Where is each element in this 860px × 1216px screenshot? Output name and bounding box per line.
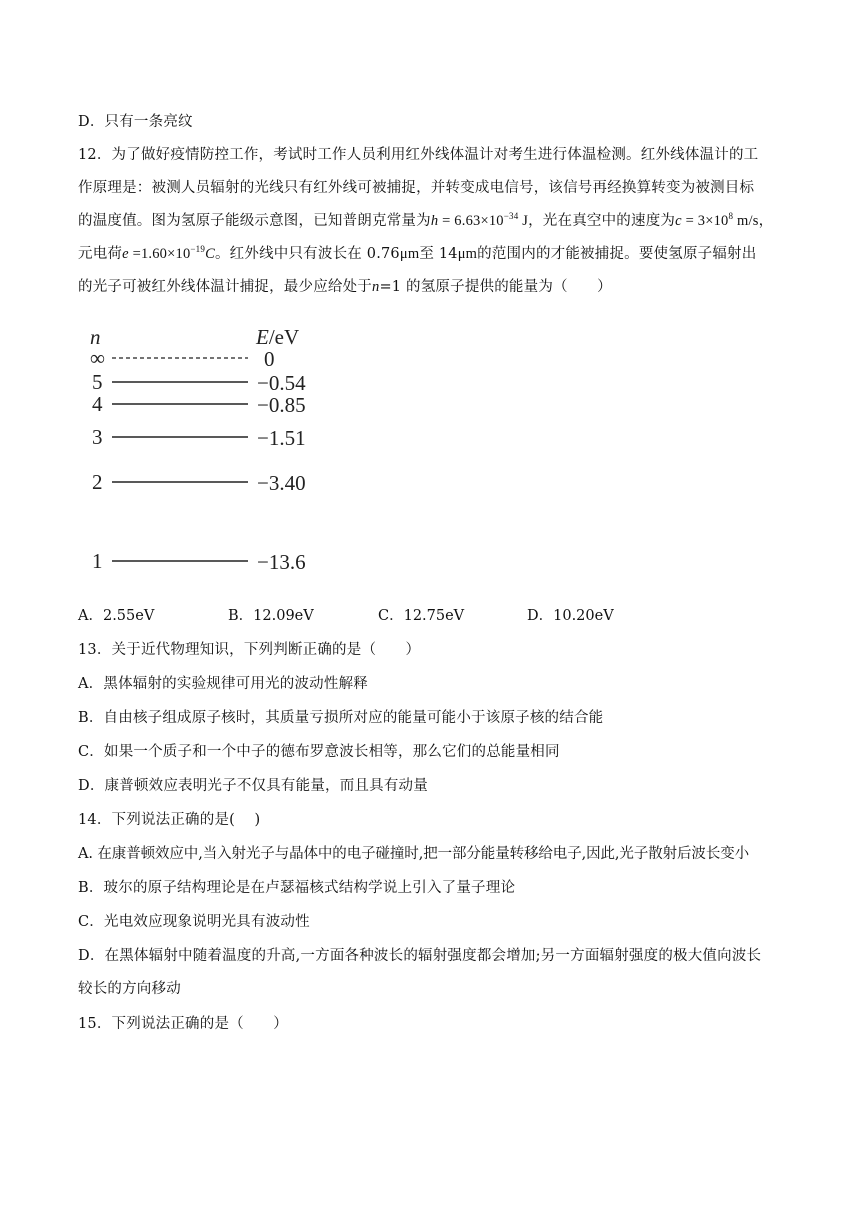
question-12-line-3: [78, 211, 773, 231]
text-segment: 的光子可被红外线体温计捕捉，最少应给处于: [78, 279, 372, 295]
question-12-line-2: 作原理是：被测人员辐射的光线只有红外线可被捕捉，并转变成电信号，该信号再经换算转变为被测目标: [78, 180, 755, 196]
question-12-line-4: [78, 244, 756, 264]
charge-value: =1.60×10: [128, 246, 191, 262]
question-13-option-a[interactable]: A．黑体辐射的实验规律可用光的波动性解释: [78, 676, 368, 692]
question-12-line-1: 12．为了做好疫情防控工作，考试时工作人员利用红外线体温计对考生进行体温检测。红外线体温计的工: [78, 147, 759, 163]
planck-exponent: −34: [503, 211, 519, 221]
level-n-label: 1: [92, 549, 103, 573]
level-energy-label: −0.54: [257, 371, 306, 395]
level-n-label: 4: [92, 392, 103, 416]
level-n-label: 2: [92, 470, 103, 494]
light-speed-value: = 3×10: [681, 213, 729, 229]
energy-levels: [90, 346, 306, 574]
question-13-stem: 13．关于近代物理知识，下列判断正确的是（ ）: [78, 642, 421, 658]
question-13-option-b[interactable]: B．自由核子组成原子核时，其质量亏损所对应的能量可能小于该原子核的结合能: [78, 710, 604, 726]
question-12-line-5: [78, 277, 612, 297]
light-speed-unit: m/s: [733, 213, 759, 229]
charge-exponent: −19: [190, 244, 206, 254]
level-energy-label: −1.51: [257, 426, 306, 450]
question-14-option-c[interactable]: C．光电效应现象说明光具有波动性: [78, 914, 310, 930]
level-energy-label: −3.40: [257, 471, 306, 495]
light-speed-exponent: 8: [728, 211, 734, 221]
quantum-number-symbol: n: [372, 279, 380, 295]
level-n-label: 3: [92, 425, 103, 449]
question-13-option-c[interactable]: C．如果一个质子和一个中子的德布罗意波长相等，那么它们的总能量相同: [78, 744, 560, 760]
energy-level-svg: [78, 318, 338, 588]
text-segment: 至 14: [419, 246, 458, 262]
question-14-option-a[interactable]: A. 在康普顿效应中,当入射光子与晶体中的电子碰撞时,把一部分能量转移给电子,因此,光子散射后波长变小: [78, 846, 750, 862]
question-14-option-d-cont: 较长的方向移动: [78, 981, 181, 997]
option-b[interactable]: B．12.09eV: [228, 608, 314, 624]
charge-symbol: e: [122, 246, 129, 262]
micron-unit: μm: [457, 246, 478, 262]
text-segment: 元电荷: [78, 246, 123, 262]
level-energy-label: 0: [264, 347, 275, 371]
question-12-options: [78, 606, 778, 628]
n-axis-header: n: [90, 325, 101, 349]
text-segment: 的温度值。图为氢原子能级示意图，已知普朗克常量为: [78, 213, 431, 229]
text-segment: 的范围内的才能被捕捉。要使氢原子辐射出: [477, 246, 757, 262]
charge-unit: C: [205, 246, 215, 262]
planck-value: = 6.63×10: [438, 213, 504, 229]
question-15-stem: 15．下列说法正确的是（ ）: [78, 1016, 288, 1032]
level-n-label: ∞: [90, 346, 105, 370]
level-energy-label: −0.85: [257, 393, 306, 417]
planck-symbol: h: [430, 213, 439, 229]
text-segment: ，光在真空中的速度为: [528, 213, 676, 229]
question-14-option-b[interactable]: B．玻尔的原子结构理论是在卢瑟福核式结构学说上引入了量子理论: [78, 880, 516, 896]
option-d[interactable]: D．10.20eV: [527, 608, 614, 624]
text-segment: =1 的氢原子提供的能量为（ ）: [379, 279, 612, 295]
level-n-label: 5: [92, 370, 103, 394]
planck-unit: J: [518, 213, 529, 229]
question-13-option-d[interactable]: D．康普顿效应表明光子不仅具有能量，而且具有动量: [78, 778, 428, 794]
question-14-option-d[interactable]: D．在黑体辐射中随着温度的升高,一方面各种波长的辐射强度都会增加;另一方面辐射强度的极大值向波长: [78, 948, 762, 964]
micron-unit: μm: [399, 246, 420, 262]
option-c[interactable]: C．12.75eV: [378, 608, 465, 624]
level-energy-label: −13.6: [257, 550, 306, 574]
text-segment: 。红外线中只有波长在 0.76: [214, 246, 400, 262]
option-d-previous: D．只有一条亮纹: [78, 114, 193, 130]
energy-level-diagram: [78, 318, 338, 588]
text-segment: ，: [758, 213, 774, 229]
question-14-stem: 14．下列说法正确的是( ): [78, 812, 261, 828]
option-a[interactable]: A．2.55eV: [78, 608, 155, 624]
light-speed-symbol: c: [675, 213, 682, 229]
energy-axis-header: E/eV: [256, 325, 300, 349]
